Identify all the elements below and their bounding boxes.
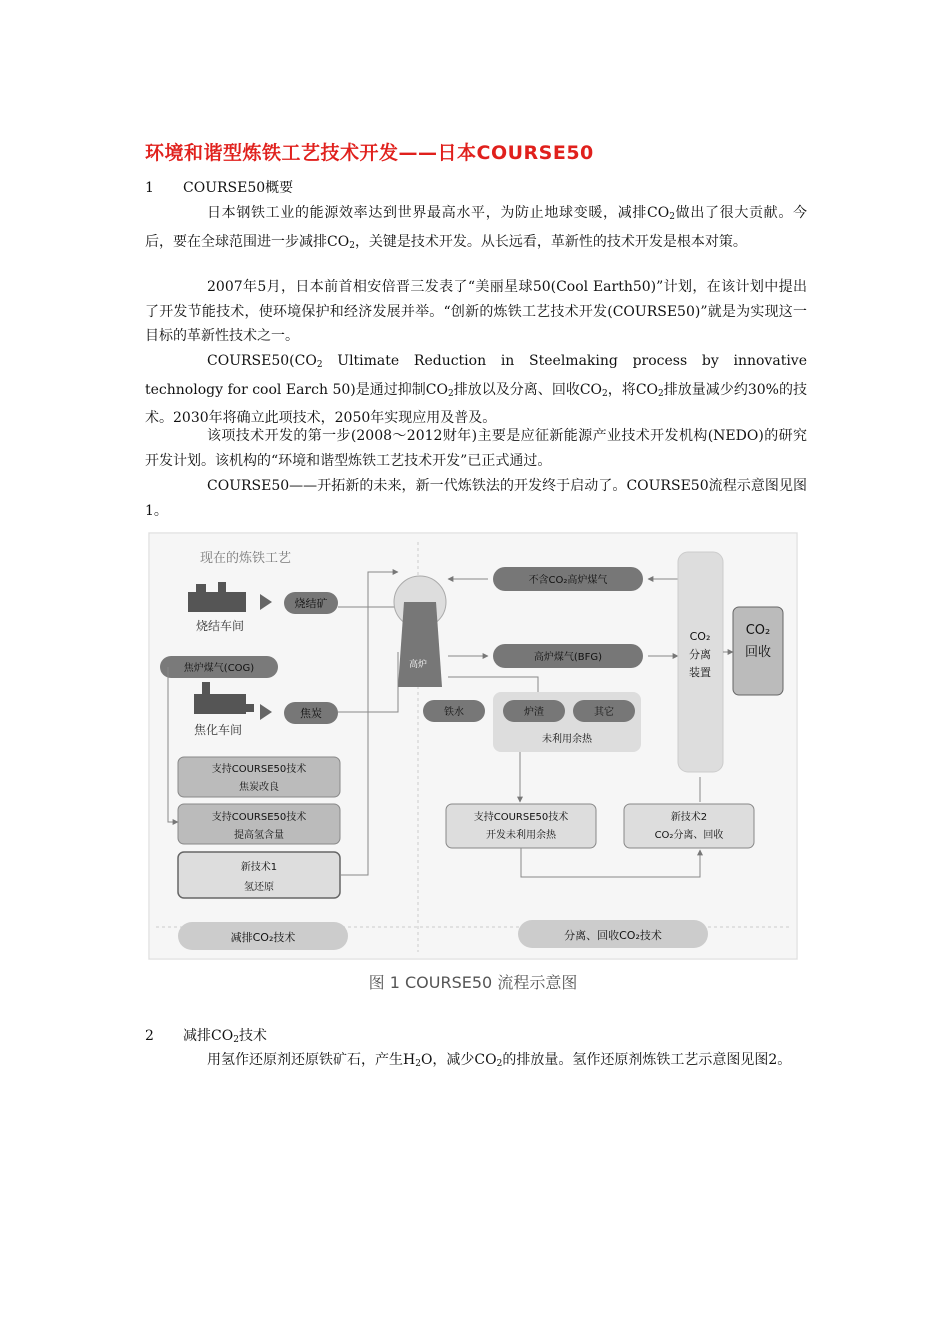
co2-sep-line3: 装置 [689, 666, 711, 679]
slag-pill: 炉渣 [524, 707, 544, 718]
subscript: 2 [349, 240, 355, 251]
text-run: COURSE50(CO [207, 353, 317, 369]
section1-heading [145, 176, 293, 200]
section1-number: 1 [145, 180, 154, 196]
subscript: 2 [658, 388, 664, 399]
subscript: 2 [602, 388, 608, 399]
blast-furnace-label: 高炉 [408, 660, 428, 670]
coking-plant-label: 焦化车间 [194, 723, 243, 737]
sinter-plant-label: 烧结车间 [196, 619, 245, 633]
subscript: 2 [233, 1035, 239, 1045]
section1-title: COURSE50概要 [183, 180, 294, 196]
sinter-ore-pill: 烧结矿 [294, 597, 328, 610]
section1-paragraph-1 [145, 201, 807, 258]
co2-free-gas-pill: 不含CO₂高炉煤气 [528, 575, 608, 586]
co2-sep-line1: CO₂ [689, 630, 711, 643]
current-process-label: 现在的炼铁工艺 [200, 551, 292, 566]
document-title: 环境和谐型炼铁工艺技术开发——日本COURSE50 [145, 142, 594, 164]
support1-title: 支持COURSE50技术 [211, 764, 307, 775]
flow-diagram-figure [148, 532, 798, 960]
subscript: 2 [496, 1059, 503, 1069]
text-run: O，减少CO [420, 1052, 497, 1068]
other-pill: 其它 [594, 707, 614, 718]
coke-oven-gas-pill: 焦炉煤气(COG) [183, 663, 255, 674]
coke-pill: 焦炭 [300, 707, 322, 720]
bfg-pill: 高炉煤气(BFG) [533, 652, 603, 663]
reduce-co2-label: 减排CO₂技术 [230, 931, 296, 944]
new-tech1-title: 新技术1 [240, 862, 278, 873]
support1-sub: 焦炭改良 [239, 782, 279, 793]
section1-paragraph-4: 该项技术开发的第一步(2008～2012财年)主要是应征新能源产业技术开发机构(NEDO)的研究开发计划。该机构的“环境和谐型炼铁工艺技术开发”已正式通过。 [145, 428, 807, 469]
text-run: 减排CO [183, 1028, 234, 1044]
support2-sub: 提高氢含量 [234, 830, 284, 841]
text-run: ，将CO [607, 381, 659, 398]
section1-paragraph-3 [145, 349, 807, 431]
subscript: 2 [669, 212, 675, 222]
new-tech2-sub: CO₂分离、回收 [654, 830, 724, 841]
support3-title: 支持COURSE50技术 [473, 812, 569, 823]
blast-furnace-icon [398, 602, 442, 687]
text-run: 日本钢铁工业的能源效率达到世界最高水平，为防止地球变暖，减排CO [207, 205, 670, 221]
text-run: 排放量减少约30%的技术。2030年将确立此项技术，2050年实现应用及普及。 [145, 381, 807, 426]
text-run: 做出了很大贡献。今后，要在全球范围进一步减排CO [145, 205, 807, 250]
subscript: 2 [415, 1059, 421, 1069]
section2-paragraph-1 [145, 1048, 807, 1077]
subscript: 2 [316, 360, 323, 370]
text-run: 技术 [238, 1028, 267, 1044]
text-run: 排放以及分离、回收CO [453, 381, 603, 398]
support2-title: 支持COURSE50技术 [211, 812, 307, 823]
text-run: 的排放量。氢作还原剂炼铁工艺示意图见图2。 [502, 1052, 792, 1068]
section1-paragraph-5: COURSE50——开拓新的未来，新一代炼铁法的开发终于启动了。COURSE50流程示意图见图1。 [145, 478, 807, 519]
separate-co2-label: 分离、回收CO₂技术 [564, 929, 662, 942]
section1-paragraph-2: 2007年5月，日本前首相安倍晋三发表了“美丽星球50(Cool Earth50)”计划，在该计划中提出了开发节能技术，使环境保护和经济发展并举。“创新的炼铁工艺技术开发(COURSE50)”就是为实现这一目标的革新性技术之一。 [145, 279, 807, 344]
figure-caption: 图 1 COURSE50 流程示意图 [368, 973, 578, 992]
text-run: Ultimate Reduction in Steelmaking process by innovative technology for cool Earch 50)是通过抑制CO [145, 353, 807, 398]
co2-recovery-line1: CO₂ [745, 623, 771, 638]
co2-recovery-line2: 回收 [744, 645, 772, 660]
new-tech1-sub: 氢还原 [244, 882, 274, 893]
flow-diagram [148, 532, 798, 960]
subscript: 2 [447, 388, 454, 399]
text-run: 用氢作还原剂还原铁矿石，产生H [207, 1052, 416, 1068]
unused-heat-label: 未利用余热 [542, 734, 592, 745]
co2-sep-line2: 分离 [689, 648, 711, 661]
support3-sub: 开发未利用余热 [486, 830, 556, 841]
new-tech2-title: 新技术2 [670, 812, 708, 823]
text-run: ，关键是技术开发。从长远看，革新性的技术开发是根本对策。 [354, 233, 747, 250]
section2-number: 2 [145, 1028, 154, 1044]
hot-metal-pill: 铁水 [444, 707, 464, 718]
